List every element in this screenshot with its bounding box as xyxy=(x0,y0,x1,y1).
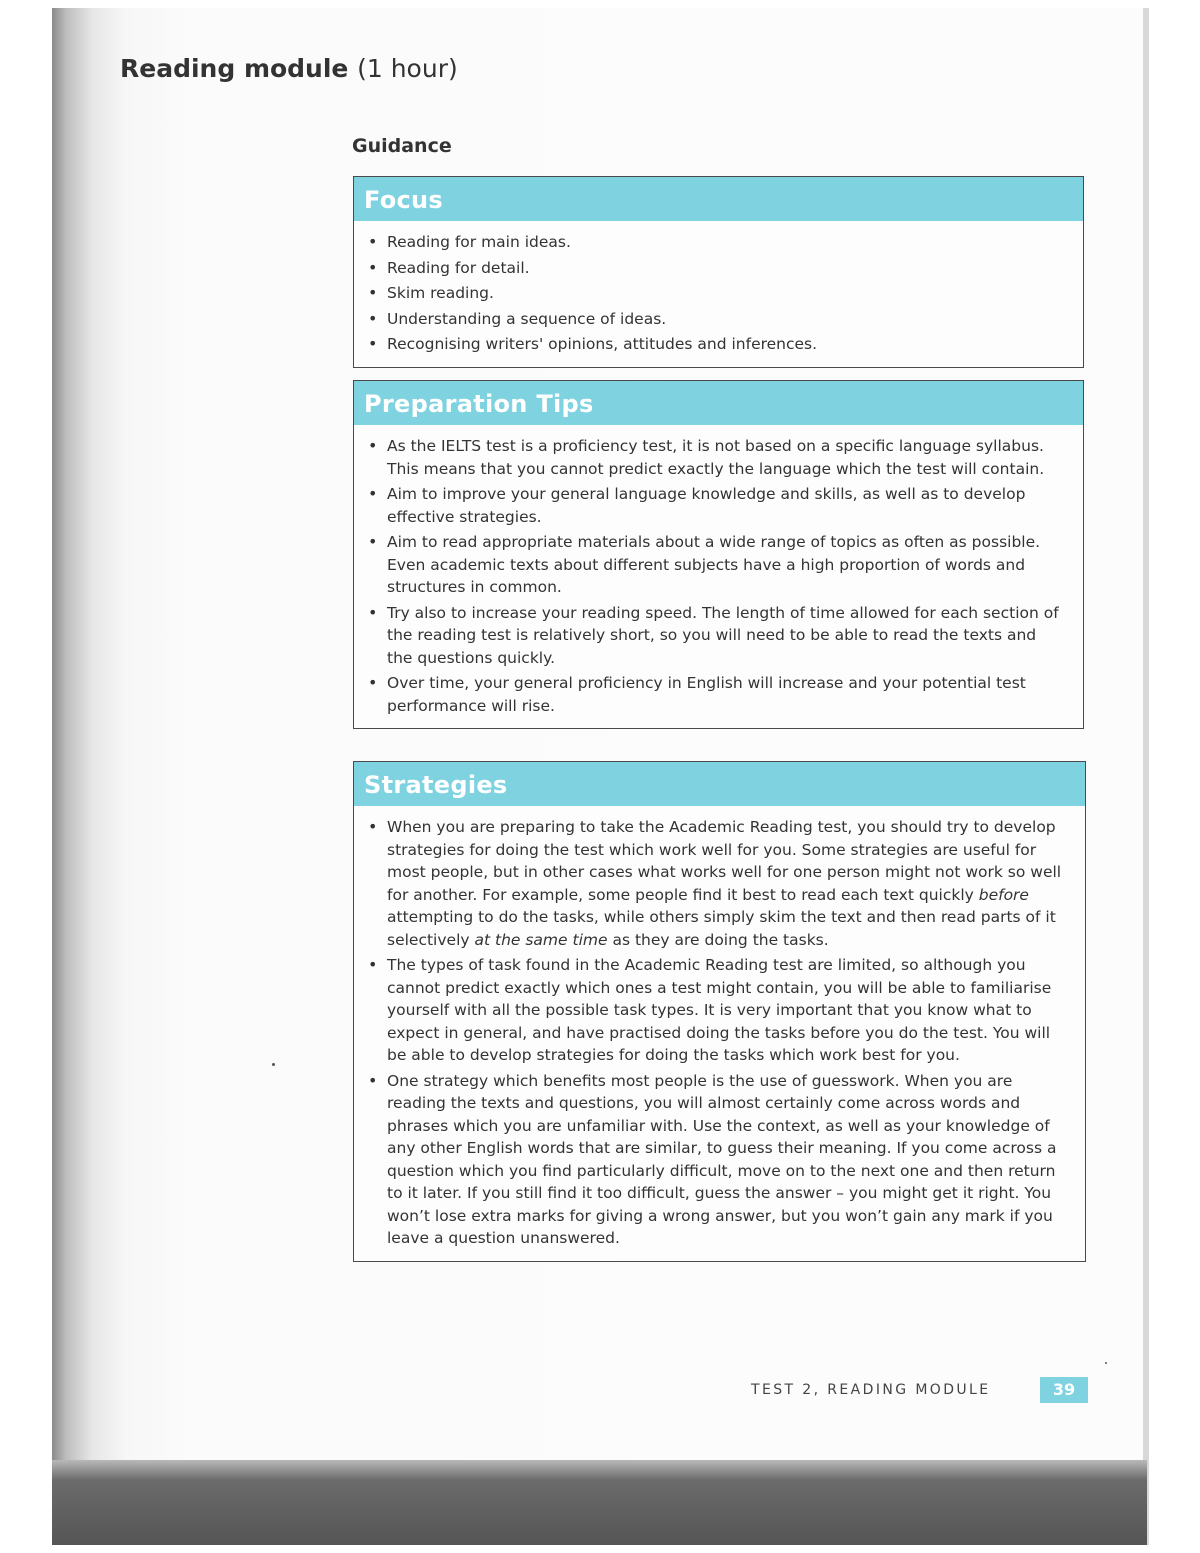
strategies-heading: Strategies xyxy=(364,771,508,799)
list-item: • Reading for detail. xyxy=(366,257,1063,280)
emphasis: before xyxy=(978,885,1029,904)
scan-speck xyxy=(1105,1362,1107,1364)
focus-heading: Focus xyxy=(364,186,444,214)
list-item: • As the IELTS test is a proficiency test, it is not based on a specific language syllabus. This means that you cannot predict exactly the language which the test will contain. xyxy=(366,435,1063,480)
page-number: 39 xyxy=(1040,1377,1088,1403)
preparation-tips-box xyxy=(353,380,1084,729)
scan-speck xyxy=(272,1063,275,1066)
scan-shadow xyxy=(52,1460,1147,1545)
list-item: • Skim reading. xyxy=(366,282,1063,305)
list-item: • Recognising writers' opinions, attitudes and inferences. xyxy=(366,333,1063,356)
tips-heading: Preparation Tips xyxy=(364,390,594,418)
list-item: • One strategy which benefits most people is the use of guesswork. When you are reading the texts and questions, you will almost certainly come across words and phrases which you are unfamiliar with. Use the context, as well as your knowledge of any other English words that are similar, to guess their meaning. If you come across a question which you find particularly difficult, move on to the next one and then return to it later. If you still find it too difficult, guess the answer – you might get it right. You won’t lose extra marks for giving a wrong answer, but you won’t gain any mark if you leave a question unanswered. xyxy=(366,1070,1065,1250)
page-edge xyxy=(1143,8,1149,1545)
list-item: • Aim to read appropriate materials about a wide range of topics as often as possible. Even academic texts about different subjects have a high proportion of words and structures in common. xyxy=(366,531,1063,599)
text-run: When you are preparing to take the Academic Reading test, you should try to develop strategies for doing the test which work well for you. Some strategies are useful for most people, but in other cases what works well for one person might not work so well for another. For example, some people find it best to read each text quickly xyxy=(387,818,1062,904)
strategies-box xyxy=(353,761,1086,1262)
list-item: • The types of task found in the Academic Reading test are limited, so although you cannot predict exactly which ones a test might contain, you will be able to familiarise yourself with all the possible task types. It is very important that you know what to expect in general, and have practised doing the tasks before you do the test. You will be able to develop strategies for doing the tasks which work best for you. xyxy=(366,954,1065,1067)
list-item: • Understanding a sequence of ideas. xyxy=(366,308,1063,331)
tips-header xyxy=(354,381,1083,425)
page-title-suffix: (1 hour) xyxy=(357,54,458,83)
focus-list xyxy=(354,221,1083,367)
text-run: attempting to do the tasks, while others simply skim the text and then read parts of it selectively xyxy=(387,908,1056,949)
strategies-list xyxy=(354,806,1085,1261)
running-head: TEST 2, READING MODULE xyxy=(751,1382,991,1398)
text-run: as they are doing the tasks. xyxy=(607,930,829,949)
emphasis: at the same time xyxy=(474,930,608,949)
list-item xyxy=(366,816,1065,951)
list-item: • Reading for main ideas. xyxy=(366,231,1063,254)
tips-list xyxy=(354,425,1083,728)
list-item: • Over time, your general proficiency in English will increase and your potential test performance will rise. xyxy=(366,672,1063,717)
page-title xyxy=(120,54,458,83)
list-item: • Try also to increase your reading speed. The length of time allowed for each section of the reading test is relatively short, so you will need to be able to read the texts and the questions quickly. xyxy=(366,602,1063,670)
scan-margin xyxy=(0,0,52,1553)
page-title-main: Reading module xyxy=(120,54,349,83)
strategies-header xyxy=(354,762,1085,806)
section-heading: Guidance xyxy=(352,135,452,157)
list-item: • Aim to improve your general language knowledge and skills, as well as to develop effective strategies. xyxy=(366,483,1063,528)
focus-header xyxy=(354,177,1083,221)
focus-box xyxy=(353,176,1084,368)
